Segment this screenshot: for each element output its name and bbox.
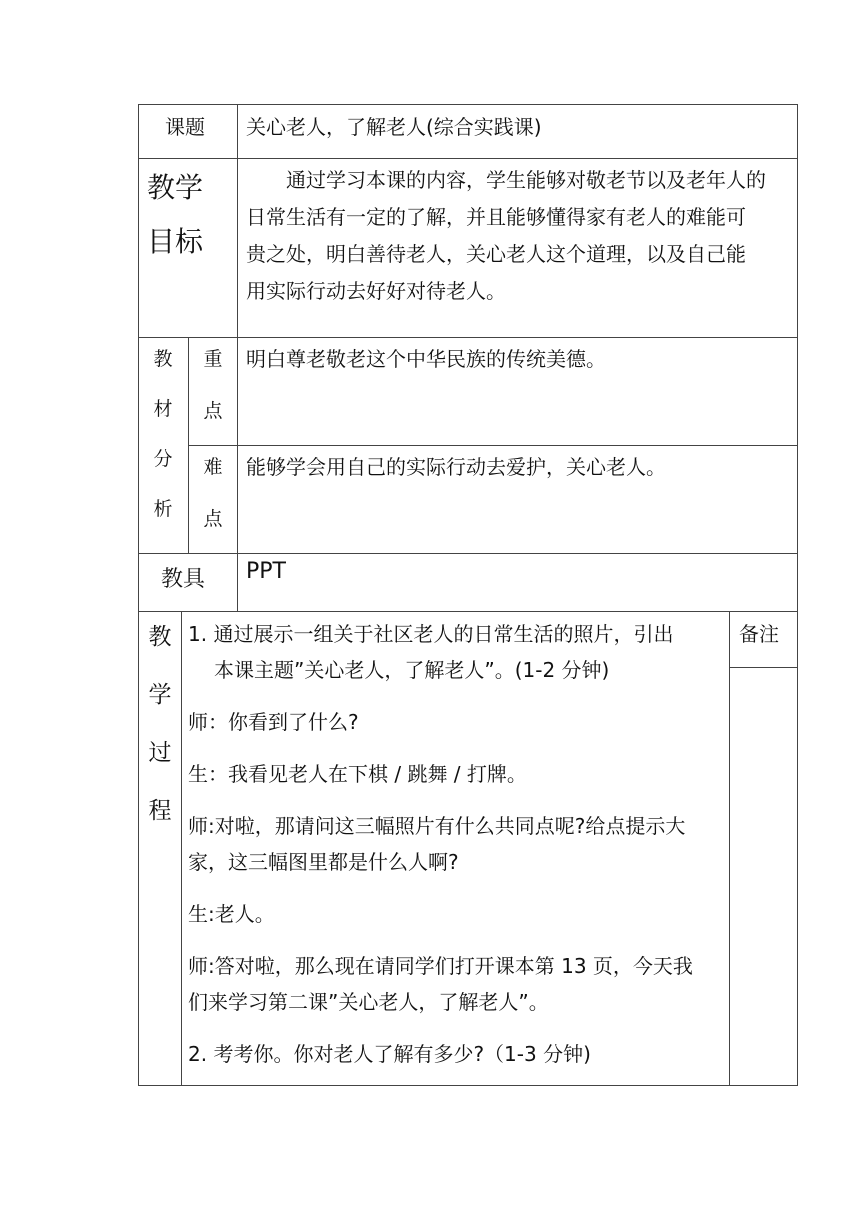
process-content (188, 616, 724, 1072)
difficulty-label (198, 449, 228, 553)
topic-value: 关心老人，了解老人(综合实践课) (246, 115, 542, 139)
objective-line: 日常生活有一定的了解，并且能够懂得家有老人的难能可 (246, 205, 746, 229)
key-point-label-char: 点 (203, 400, 223, 422)
remarks-label: 备注 (739, 622, 779, 646)
process-label-char: 学 (148, 682, 172, 708)
analysis-label (148, 341, 178, 541)
process-line: 本课主题”关心老人，了解老人”。(1-2 分钟) (214, 658, 610, 682)
objective-line: 贵之处，明白善待老人，关心老人这个道理，以及自己能 (246, 242, 746, 266)
process-label-char: 程 (148, 798, 172, 824)
process-line: 生：我看见老人在下棋 / 跳舞 / 打牌。 (188, 762, 527, 786)
process-line: 生:老人。 (188, 902, 275, 926)
objective-line: 用实际行动去好好对待老人。 (246, 279, 506, 303)
process-line: 2. 考考你。你对老人了解有多少?（1-3 分钟) (188, 1042, 591, 1066)
process-label (144, 619, 176, 851)
process-label-char: 过 (148, 740, 172, 766)
objective-line: 通过学习本课的内容，学生能够对敬老节以及老年人的 (286, 168, 766, 192)
analysis-label-char: 教 (153, 348, 173, 370)
analysis-label-char: 材 (153, 398, 173, 420)
process-line: 1. 通过展示一组关于社区老人的日常生活的照片，引出 (188, 622, 674, 646)
tools-label: 教具 (161, 567, 206, 592)
objective-label-line2: 目标 (147, 225, 204, 258)
analysis-label-char: 分 (153, 448, 173, 470)
process-label-char: 教 (148, 624, 172, 650)
process-line: 家，这三幅图里都是什么人啊? (188, 850, 459, 874)
analysis-label-char: 析 (153, 498, 173, 520)
key-point-label-char: 重 (203, 348, 223, 370)
process-line: 们来学习第二课”关心老人，了解老人”。 (188, 990, 549, 1014)
difficulty-label-char: 点 (203, 508, 223, 530)
key-point-value: 明白尊老敬老这个中华民族的传统美德。 (246, 347, 606, 371)
process-line: 师：你看到了什么? (188, 710, 359, 734)
difficulty-value: 能够学会用自己的实际行动去爱护，关心老人。 (246, 455, 666, 479)
key-point-label (198, 341, 228, 445)
process-line: 师:答对啦，那么现在请同学们打开课本第 13 页，今天我 (188, 954, 693, 978)
tools-value: PPT (246, 559, 286, 584)
process-line: 师:对啦，那请问这三幅照片有什么共同点呢?给点提示大 (188, 814, 686, 838)
objective-label-line1: 教学 (147, 171, 204, 204)
difficulty-label-char: 难 (203, 456, 223, 478)
topic-label: 课题 (165, 115, 205, 139)
